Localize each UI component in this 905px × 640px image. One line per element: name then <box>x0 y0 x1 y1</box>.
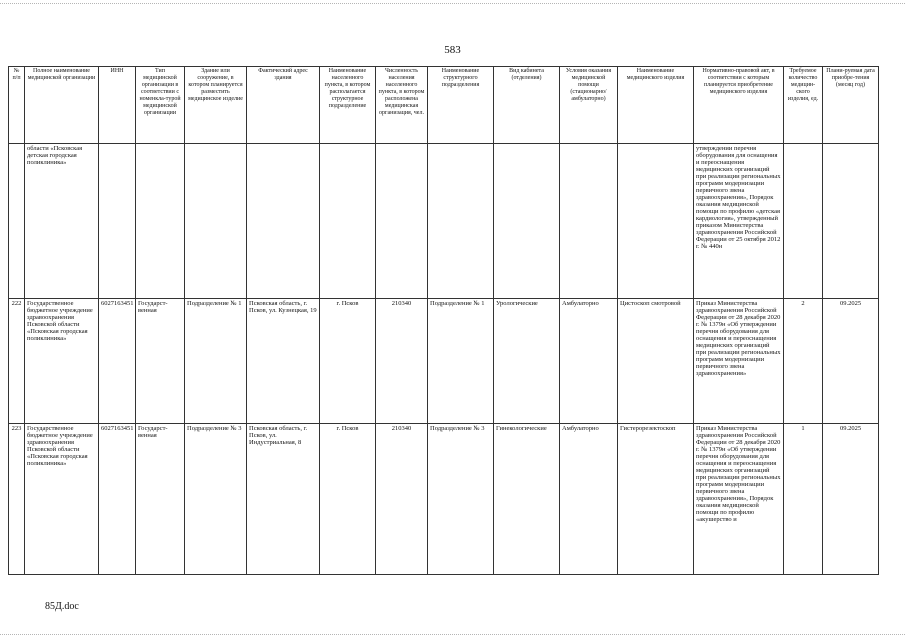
col-header-date: Плани-руемая дата приобре-тения (месяц год) <box>823 67 879 144</box>
cell-org: Государственное бюджетное учреждение здравоохранения Псковской области «Псковская городская поликлиника» <box>25 299 99 424</box>
cell-inn: 6027163451 <box>99 424 136 575</box>
col-header-num: № п/п <box>9 67 25 144</box>
col-header-org: Полное наименование медицинской организации <box>25 67 99 144</box>
col-header-qty: Требуемое количество медицин-ского изделия, ед. <box>784 67 823 144</box>
cell-population: 210340 <box>376 424 428 575</box>
cell-type: Государст-венная <box>136 424 185 575</box>
cell-cabinet: Урологические <box>494 299 560 424</box>
col-header-cabinet: Вид кабинета (отделения) <box>494 67 560 144</box>
cell-device: Гистерорезектоскоп <box>618 424 694 575</box>
cell-date: 09.2025 <box>823 424 879 575</box>
cell-type: Государст-венная <box>136 299 185 424</box>
col-header-population: Численность населения населенного пункта, в котором расположена медицинская организация, чел. <box>376 67 428 144</box>
table-row <box>9 299 879 424</box>
col-header-address: Фактический адрес здания <box>247 67 320 144</box>
cell-qty: 2 <box>784 299 823 424</box>
col-header-settlement: Наименование населенного пункта, в котором располагается структурное подразделение <box>320 67 376 144</box>
table-row-continuation <box>9 144 879 299</box>
page-number: 583 <box>444 44 461 56</box>
col-header-building: Здание или сооружение, в котором планируется разместить медицинское изделие <box>185 67 247 144</box>
cell-address: Псковская область, г. Псков, ул. Кузнецкая, 19 <box>247 299 320 424</box>
scan-edge-top <box>0 3 905 4</box>
col-header-conditions: Условия оказания медицинской помощи (стационарно/амбулаторно) <box>560 67 618 144</box>
table-row <box>9 424 879 575</box>
cell-org: Государственное бюджетное учреждение здравоохранения Псковской области «Псковская городская поликлиника» <box>25 424 99 575</box>
scan-edge-bottom <box>0 634 905 635</box>
col-header-inn: ИНН <box>99 67 136 144</box>
cell-act: Приказ Министерства здравоохранения Российской Федерации от 28 декабря 2020 г. № 1379н «Об утверждении перечня оборудования для оснащения и переоснащения медицинских организаций при реализации региональных программ модернизации первичного звена здравоохранения» <box>694 299 784 424</box>
table-header-row <box>9 67 879 144</box>
cell-subdivision: Подразделение № 1 <box>428 299 494 424</box>
cell-num: 222 <box>9 299 25 424</box>
cell-inn: 6027163451 <box>99 299 136 424</box>
cell-building: Подразделение № 1 <box>185 299 247 424</box>
equipment-table <box>8 66 879 575</box>
cell-conditions: Амбулаторно <box>560 299 618 424</box>
cell-date: 09.2025 <box>823 299 879 424</box>
cell-num: 223 <box>9 424 25 575</box>
cell-qty: 1 <box>784 424 823 575</box>
cell-settlement: г. Псков <box>320 424 376 575</box>
cell-act: утверждении перечня оборудования для оснащения и переоснащения медицинских организаций при реализации региональных программ модернизации первичного звена здравоохранения», Порядок оказания медицинской помощи по профилю «детская кардиология», утвержденный приказом Министерства здравоохранения Российской Федерации от 25 октября 2012 г. № 440н <box>694 144 784 299</box>
cell-address: Псковская область, г. Псков, ул. Индустриальная, 8 <box>247 424 320 575</box>
cell-conditions: Амбулаторно <box>560 424 618 575</box>
col-header-act: Нормативно-правовой акт, в соответствии с которым планируется приобретение медицинского изделия <box>694 67 784 144</box>
cell-subdivision: Подразделение № 3 <box>428 424 494 575</box>
cell-act: Приказ Министерства здравоохранения Российской Федерации от 28 декабря 2020 г. № 1379н «Об утверждении перечня оборудования для оснащения и переоснащения медицинских организаций при реализации региональных программ модернизации первичного звена здравоохранения», Порядок оказания медицинской помощи по профилю «акушерство и <box>694 424 784 575</box>
cell-cabinet: Гинекологические <box>494 424 560 575</box>
col-header-device: Наименование медицинского изделия <box>618 67 694 144</box>
col-header-type: Тип медицинской организации в соответствии с номенкла-турой медицинской организации <box>136 67 185 144</box>
footer-filename: 85Д.doc <box>45 601 79 612</box>
col-header-subdivision: Наименование структурного подразделения <box>428 67 494 144</box>
cell-device: Цистоскоп смотровой <box>618 299 694 424</box>
cell-population: 210340 <box>376 299 428 424</box>
cell-settlement: г. Псков <box>320 299 376 424</box>
cell-building: Подразделение № 3 <box>185 424 247 575</box>
cell-org: области «Псковская детская городская поликлиника» <box>25 144 99 299</box>
